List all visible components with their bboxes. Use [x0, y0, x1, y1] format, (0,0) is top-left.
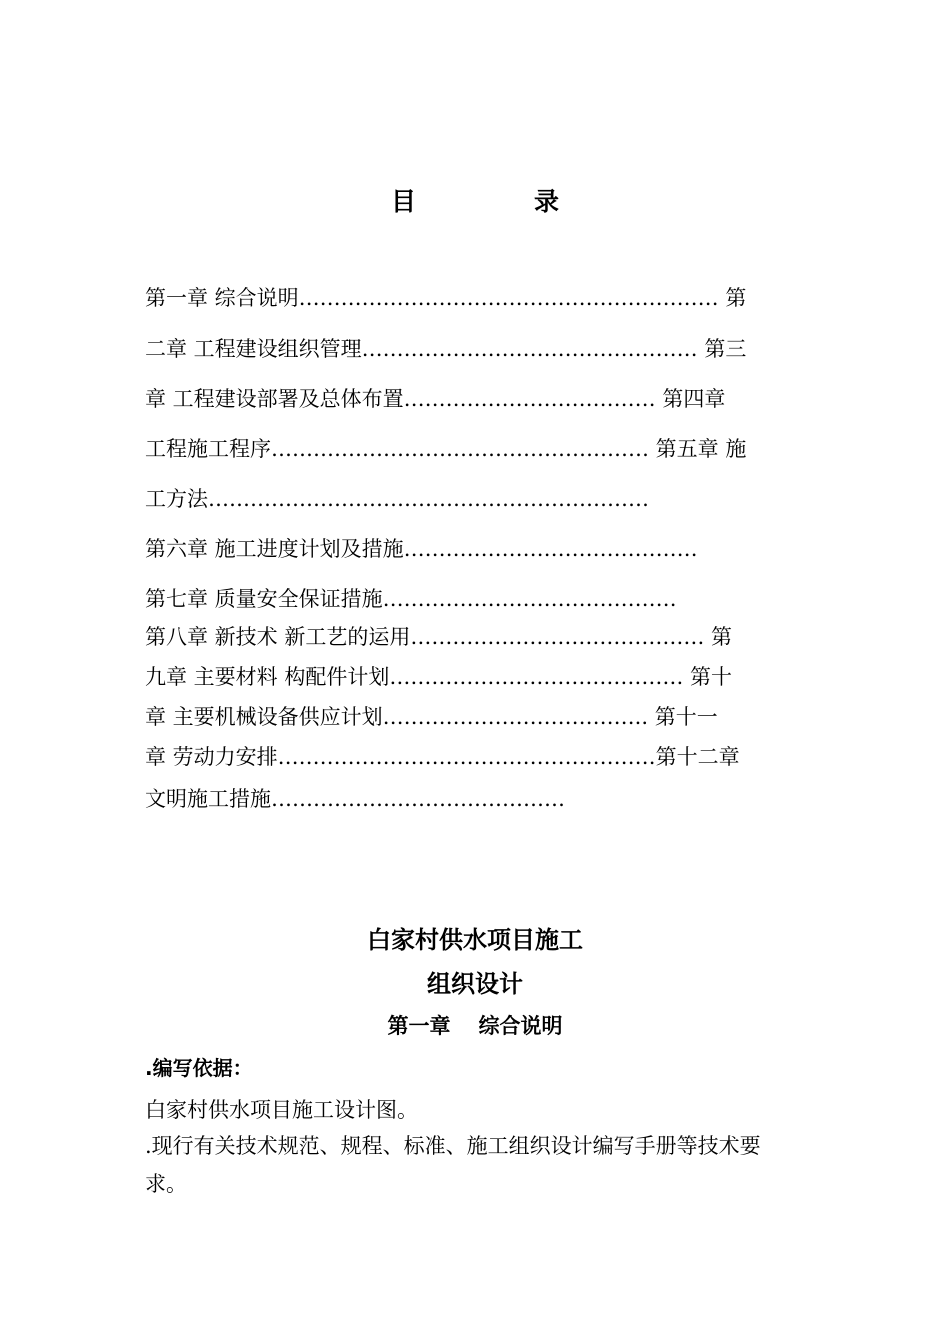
document-title-line1: 白家村供水项目施工 — [367, 926, 583, 954]
paragraph: 白家村供水项目施工设计图。 — [145, 1098, 418, 1122]
toc-line: 第七章 质量安全保证措施…………………………………… — [145, 587, 677, 611]
section-label: .编写依据： — [145, 1056, 253, 1080]
toc-title-left: 目 — [390, 187, 416, 216]
paragraph: .现行有关技术规范、规程、标准、施工组织设计编写手册等技术要 — [145, 1134, 761, 1158]
toc-line: 章 劳动力安排………………………………………………第十二章 — [145, 745, 740, 769]
toc-line: 九章 主要材料 构配件计划…………………………………… 第十 — [145, 665, 733, 689]
chapter-heading — [0, 1011, 950, 1041]
chapter-title: 综合说明 — [478, 1014, 563, 1038]
toc-line: 第六章 施工进度计划及措施…………………………………… — [145, 537, 698, 561]
document-title-line2: 组织设计 — [427, 970, 523, 998]
toc-line: 章 主要机械设备供应计划……………………………….. 第十一 — [145, 705, 718, 729]
toc-line: 文明施工措施…………………………………… — [145, 787, 565, 811]
chapter-label: 第一章 — [387, 1014, 451, 1038]
toc-line: 第一章 综合说明…………………………………………………… 第 — [145, 286, 747, 310]
toc-line: 工程施工程序……………………………………………… 第五章 施 — [145, 437, 747, 461]
toc-line: 工方法……………………………………………………… — [145, 487, 649, 511]
toc-line: 章 工程建设部署及总体布置……………………………… 第四章 — [145, 387, 726, 411]
toc-title-right: 录 — [534, 187, 560, 216]
toc-line: 第八章 新技术 新工艺的运用…………………………………… 第 — [145, 625, 733, 649]
paragraph-continuation: 求。 — [145, 1172, 187, 1196]
toc-title — [0, 182, 950, 218]
toc-line: 二章 工程建设组织管理………………………………………… 第三 — [145, 337, 747, 361]
